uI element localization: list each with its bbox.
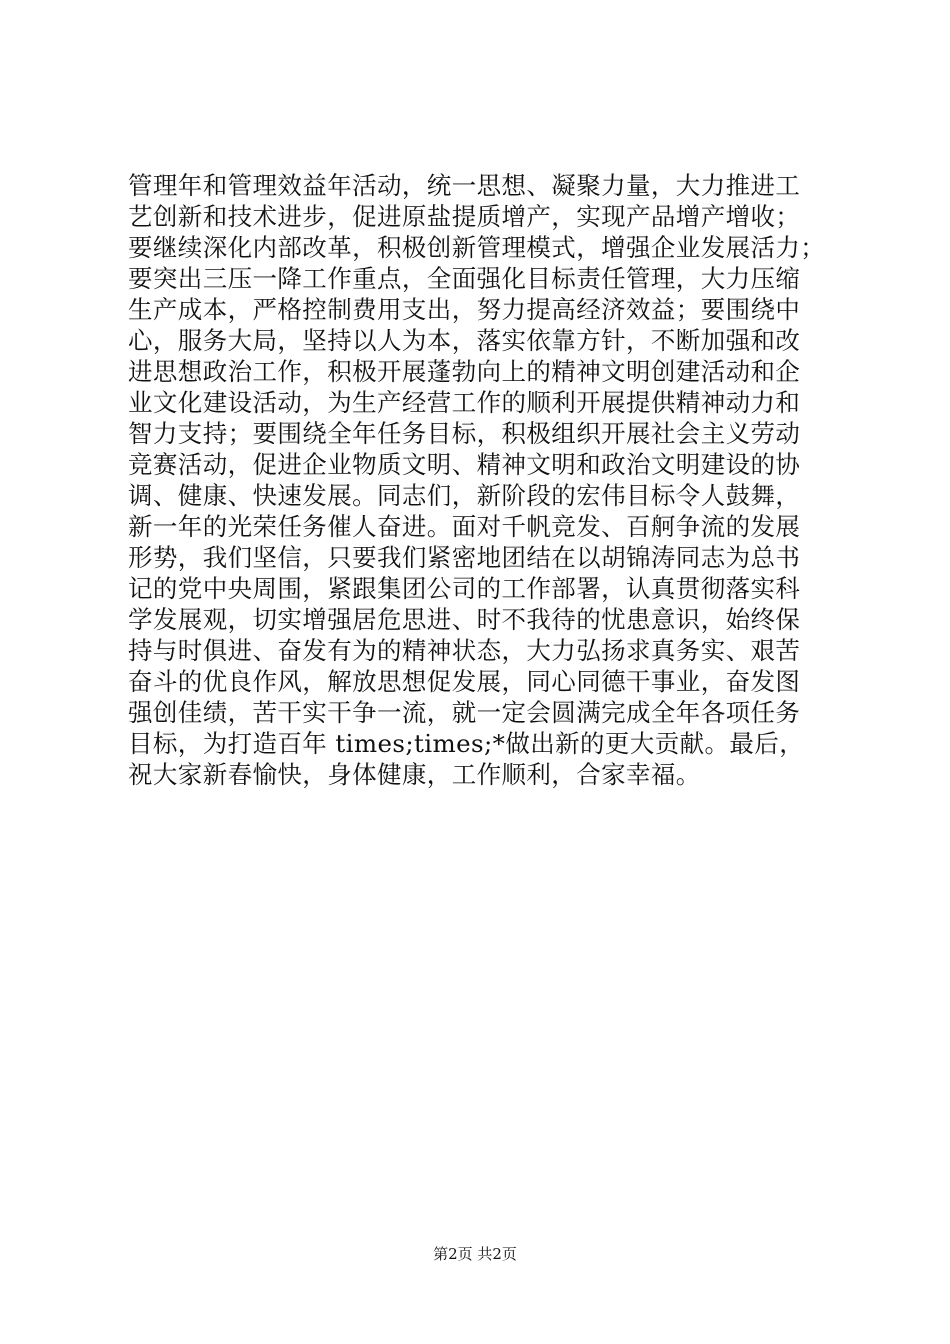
text-line: 目标，为打造百年 times;times;*做出新的更大贡献。最后， [128,729,805,758]
body-paragraph [128,170,828,790]
text-line: 记的党中央周围，紧跟集团公司的工作部署，认真贯彻落实科 [128,574,801,603]
text-line: 业文化建设活动，为生产经营工作的顺利开展提供精神动力和 [128,388,801,417]
text-line: 强创佳绩，苦干实干争一流，就一定会圆满完成全年各项任务 [128,698,801,727]
text-line: 祝大家新春愉快，身体健康，工作顺利，合家幸福。 [128,760,701,789]
text-line: 学发展观，切实增强居危思进、时不我待的忧患意识，始终保 [128,605,801,634]
text-line: 竞赛活动，促进企业物质文明、精神文明和政治文明建设的协 [128,450,801,479]
text-line: 进思想政治工作，积极开展蓬勃向上的精神文明创建活动和企 [128,357,801,386]
text-line: 要突出三压一降工作重点，全面强化目标责任管理，大力压缩 [128,264,801,293]
text-line: 智力支持；要围绕全年任务目标，积极组织开展社会主义劳动 [128,419,801,448]
text-line: 形势，我们坚信，只要我们紧密地团结在以胡锦涛同志为总书 [128,543,801,572]
text-line: 艺创新和技术进步，促进原盐提质增产，实现产品增产增收； [128,202,801,231]
text-line: 持与时俱进、奋发有为的精神状态，大力弘扬求真务实、艰苦 [128,636,801,665]
text-line: 调、健康、快速发展。同志们，新阶段的宏伟目标令人鼓舞， [128,481,801,510]
text-line: 生产成本，严格控制费用支出，努力提高经济效益；要围绕中 [128,295,801,324]
text-line: 奋斗的优良作风，解放思想促发展，同心同德干事业，奋发图 [128,667,801,696]
page-number-footer: 第2页 共2页 [433,1245,517,1263]
text-line: 要继续深化内部改革，积极创新管理模式，增强企业发展活力； [128,233,826,262]
text-line: 新一年的光荣任务催人奋进。面对千帆竞发、百舸争流的发展 [128,512,801,541]
text-line: 管理年和管理效益年活动，统一思想、凝聚力量，大力推进工 [128,171,801,200]
text-line: 心，服务大局，坚持以人为本，落实依靠方针，不断加强和改 [128,326,801,355]
